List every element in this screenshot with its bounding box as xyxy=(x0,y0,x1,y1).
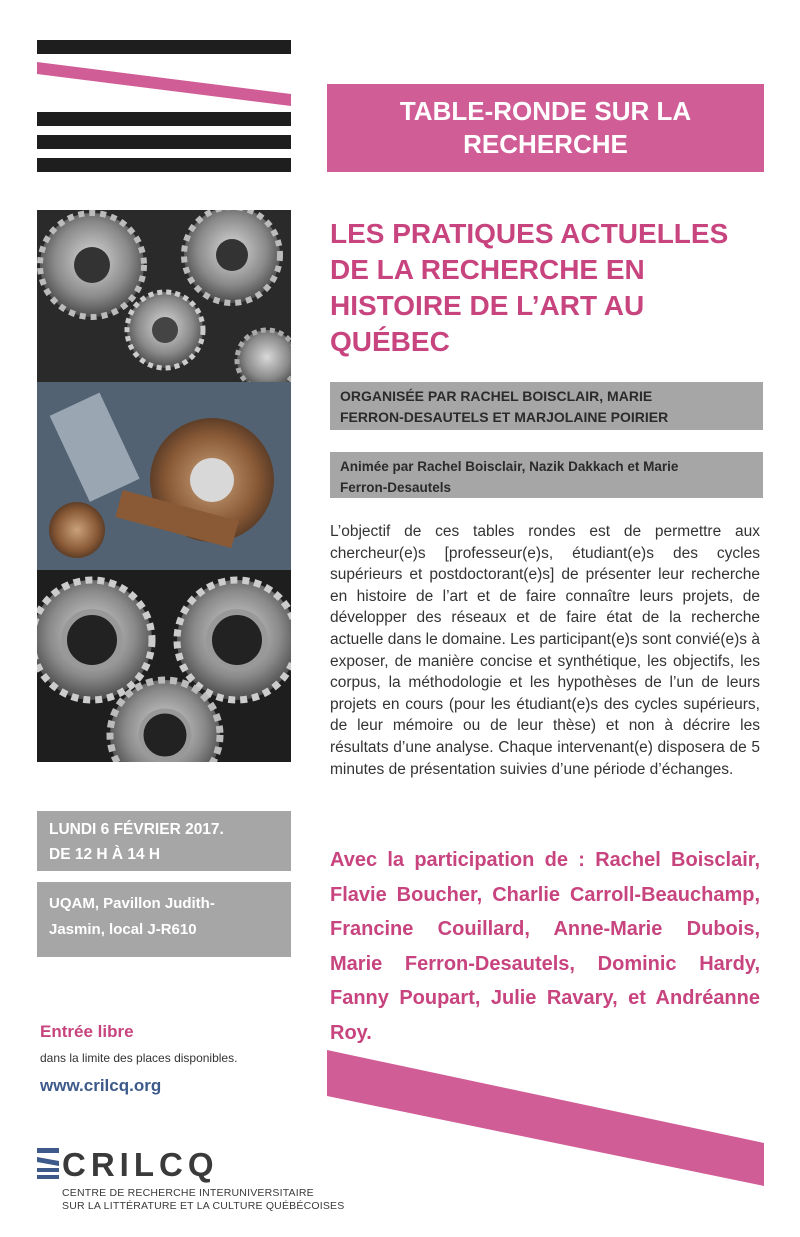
free-entry-label: Entrée libre xyxy=(40,1022,134,1041)
event-description: L’objectif de ces tables rondes est de permettre aux chercheur(e)s [professeur(e)s, étudiant(e)s des cycles supérieurs et postdoctorant(e)s] de présenter leur recherche en histoire de l’art et de faire connaître leurs projets, de développer des réseaux et de faire état de la recherche actuelle dans le domaine. Les participant(e)s sont convié(e)s à exposer, de manière concise et synthétique, les objectifs, les corpus, la méthodologie et les hypothèses de l’un de leurs projets en cours (pour les étudiant(e)s des cycles supérieurs, de leur mémoire ou de leur thèse) et non à décrire les résultats d’une analyse. Chaque intervenant(e) disposera de 5 minutes de présentation suivies d’une période d’échanges. xyxy=(330,523,760,778)
pink-diagonal-band xyxy=(327,1048,764,1188)
stripe xyxy=(37,158,291,172)
gears-photo-collage xyxy=(37,210,291,762)
hosts-line: Ferron-Desautels xyxy=(340,480,452,495)
crilcq-logo-caption xyxy=(62,1187,344,1213)
location-line: UQAM, Pavillon Judith- xyxy=(49,895,215,912)
banner-line: RECHERCHE xyxy=(463,129,628,159)
event-location-box xyxy=(37,882,291,957)
crilcq-logo-text: CRILCQ xyxy=(62,1146,219,1183)
organizers-bar xyxy=(330,382,763,430)
event-type-banner xyxy=(327,84,764,172)
caption-line: SUR LA LITTÉRATURE ET LA CULTURE QUÉBÉCOISES xyxy=(62,1200,345,1212)
entry-note: dans la limite des places disponibles. xyxy=(40,1051,238,1065)
stripe xyxy=(37,112,291,126)
participants-list: Avec la participation de : Rachel Boisclair, Flavie Boucher, Charlie Carroll-Beauchamp, Francine Couillard, Anne-Marie Dubois, Marie Ferron-Desautels, Dominic Hardy, Fanny Poupart, Julie Ravary, et Andréanne Roy. xyxy=(330,849,760,1044)
title-line: DE LA RECHERCHE EN xyxy=(330,254,645,285)
hosts-line: Animée par Rachel Boisclair, Nazik Dakkach et Marie xyxy=(340,459,679,474)
pink-diagonal-stripe xyxy=(37,60,291,108)
title-line: QUÉBEC xyxy=(330,326,450,357)
stripe xyxy=(37,40,291,54)
location-line: Jasmin, local J-R610 xyxy=(49,921,197,938)
website-link[interactable]: www.crilcq.org xyxy=(40,1076,162,1095)
gears-illustration xyxy=(37,210,291,762)
hosts-bar xyxy=(330,452,763,498)
event-title xyxy=(330,216,760,360)
title-line: HISTOIRE DE L’ART AU xyxy=(330,290,645,321)
time-line: DE 12 H À 14 H xyxy=(49,846,161,863)
stripe xyxy=(37,135,291,149)
organizers-line: ORGANISÉE PAR RACHEL BOISCLAIR, MARIE xyxy=(340,388,653,404)
crilcq-logo-icon xyxy=(37,1148,61,1180)
organizers-line: FERRON-DESAUTELS ET MARJOLAINE POIRIER xyxy=(340,409,669,425)
banner-line: TABLE-RONDE SUR LA xyxy=(399,96,692,126)
title-line: LES PRATIQUES ACTUELLES xyxy=(330,218,729,249)
caption-line: CENTRE DE RECHERCHE INTERUNIVERSITAIRE xyxy=(62,1187,314,1199)
event-date-box xyxy=(37,811,291,871)
date-line: LUNDI 6 FÉVRIER 2017. xyxy=(49,821,224,838)
